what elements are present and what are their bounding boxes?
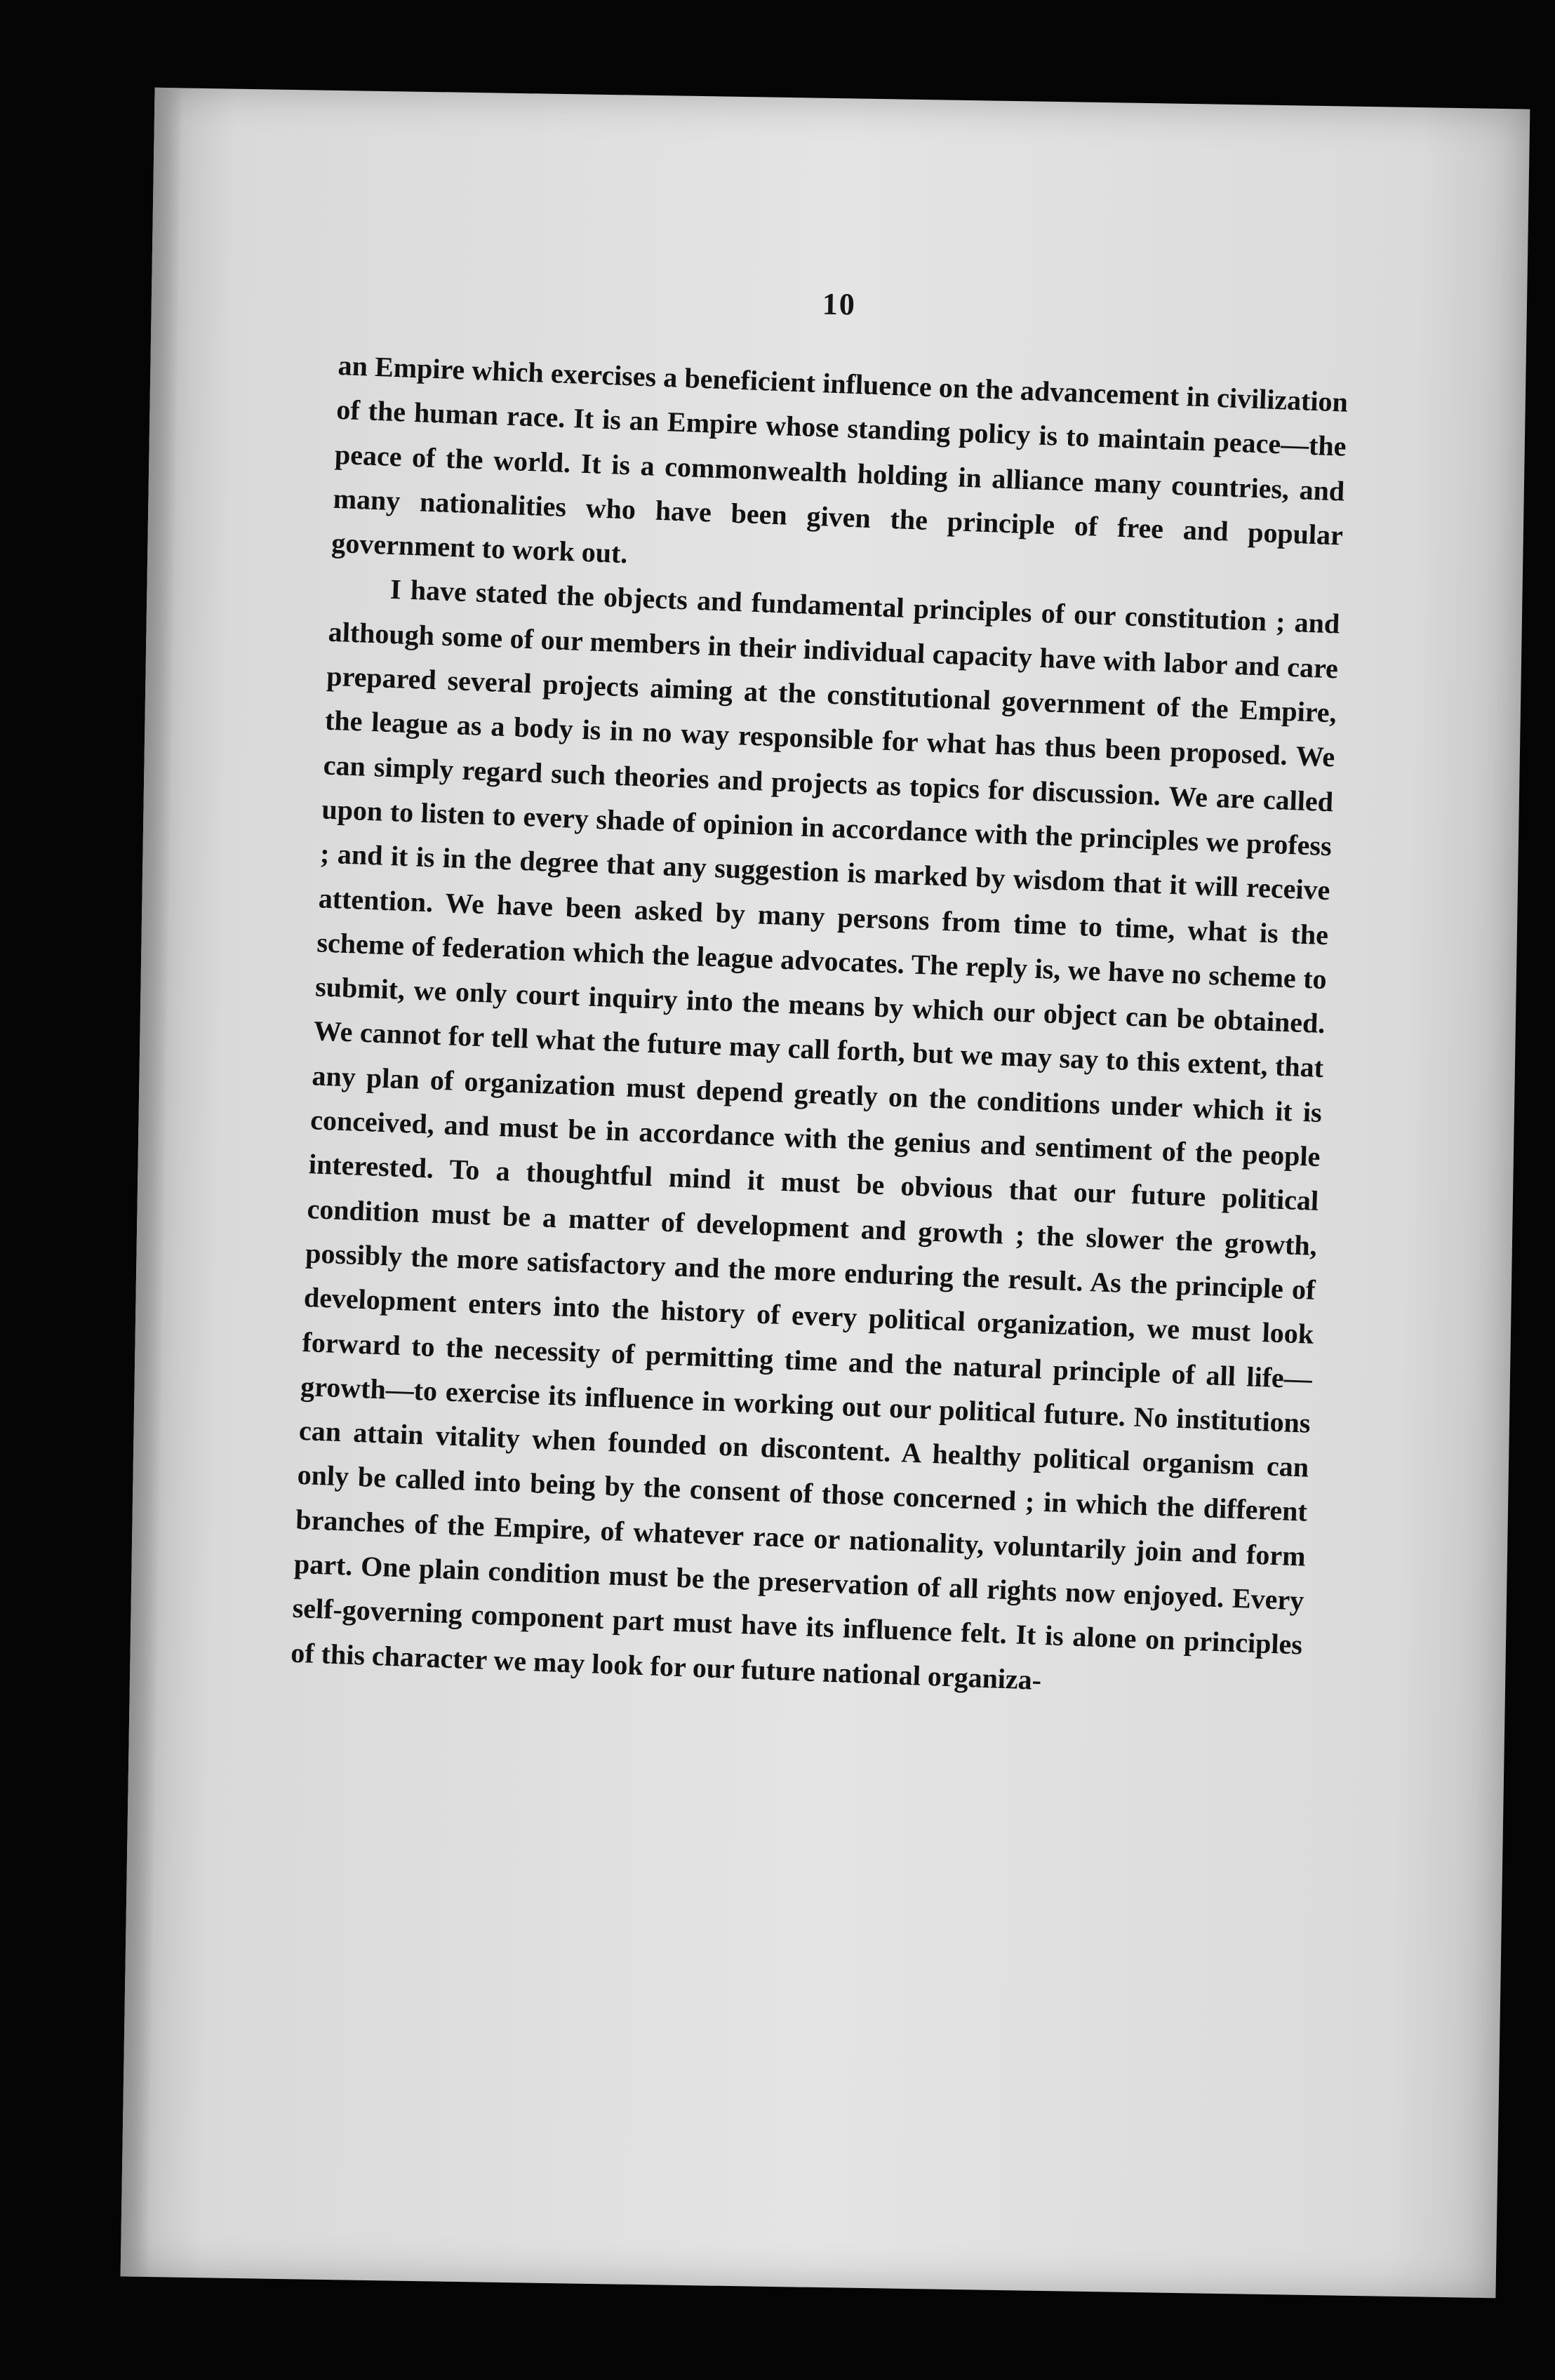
paragraph: an Empire which exercises a beneficient influence on the advancement in civilization of the human race. It is an Empire whose standing policy is to maintain peace—the peace of the world. It is a commonwealth holding in alliance many countries, and many nationalities who have been given the principle of free and popular government to work out.: [331, 349, 1349, 570]
page-edge-shadow: [121, 88, 183, 2277]
book-page: [121, 88, 1530, 2298]
paragraph: I have stated the objects and fundamental principles of our constitution ; and although some of our members in their individual capacity have with labor and care prepared several projects aiming at the constitutional government of the Empire, the league as a body is in no way responsible for what has thus been proposed. We can simply regard such theories and projects as topics for discussion. We are called upon to listen to every shade of opinion in accordance with the principles we profess ; and it is in the degree that any suggestion is marked by wisdom that it will receive attention. We have been asked by many persons from time to time, what is the scheme of federation which the league advocates. The reply is, we have no scheme to submit, we only court inquiry into the means by which our object can be obtained. We cannot for tell what the future may call forth, but we may say to this extent, that any plan of organization must depend greatly on the conditions under which it is conceived, and must be in accordance with the genius and sentiment of the people interested. To a thoughtful mind it must be obvious that our future political condition must be a matter of development and growth ; the slower the growth, possibly the more satisfactory and the more enduring the result. As the principle of development enters into the history of every political organization, we must look forward to the necessity of permitting time and the natural principle of all life—growth—to exercise its influence in working out our political future. No institutions can attain vitality when founded on discontent. A healthy political organism can only be called into being by the consent of those concerned ; in which the different branches of the Empire, of whatever race or nationality, voluntarily join and form part. One plain condition must be the preservation of all rights now enjoyed. Every self-governing component part must have its influence felt. It is alone on principles of this character we may look for our future national organiza-: [290, 573, 1341, 1696]
page-body-text: [290, 343, 1349, 1711]
page-number: 10: [822, 286, 857, 322]
